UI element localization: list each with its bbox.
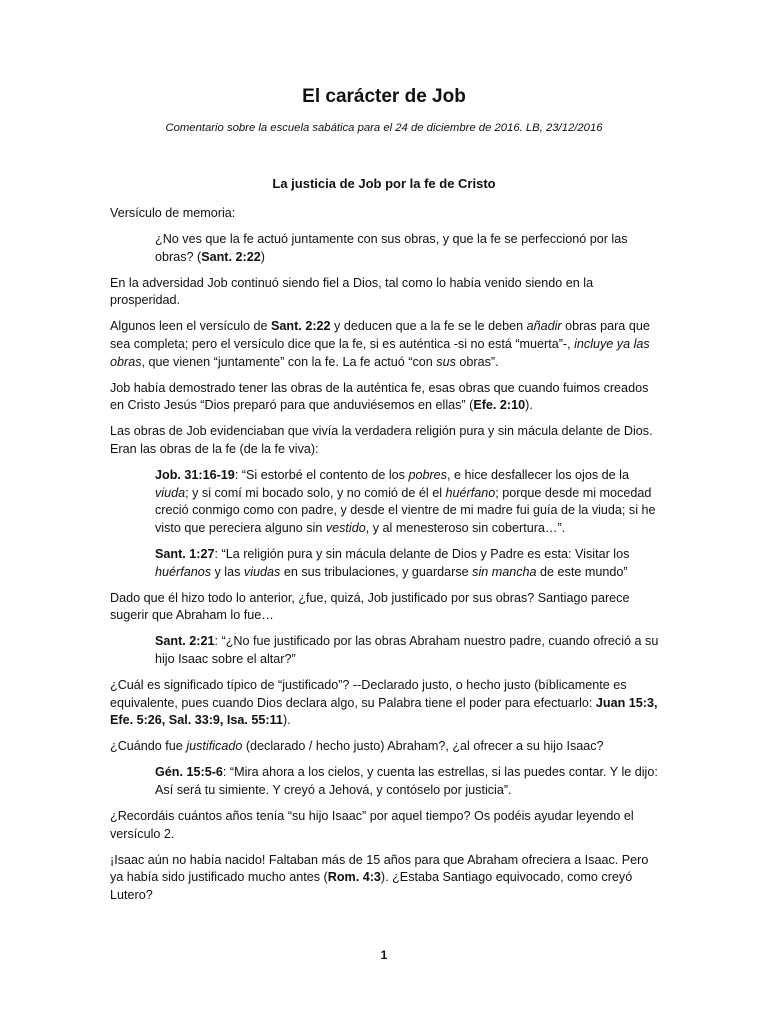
paragraph-9: ¡Isaac aún no había nacido! Faltaban más de 15 años para que Abraham ofreciera a Isaac. Pero ya había sido justificado mucho antes (Rom. 4:3). ¿Estaba Santiago equivocado, como creyó Lutero? — [110, 852, 649, 902]
emphasis: justificado — [186, 739, 243, 754]
quote-job-31: Job. 31:16-19: “Si estorbé el contento de los pobres, e hice desfallecer los ojos de la viuda; y si comí mi bocado solo, y no comió de él el huérfano; porque desde mi mocedad creció conmigo como con padre, y desde el vientre de mi madre fui guía de la viuda; si he visto que pereciera alguno sin vestido, y al menesteroso sin cobertura…”. — [155, 468, 656, 535]
paragraph-3: Job había demostrado tener las obras de la auténtica fe, esas obras que cuando fuimos creados en Cristo Jesús “Dios preparó para que anduviésemos en ellas” (Efe. 2:10). — [110, 380, 649, 413]
quote-sant-2-21: Sant. 2:21: “¿No fue justificado por las obras Abraham nuestro padre, cuando ofreció a su hijo Isaac sobre el altar?” — [155, 634, 659, 666]
quote-sant-1-27: Sant. 1:27: “La religión pura y sin mácula delante de Dios y Padre es esta: Visitar los huérfanos y las viudas en sus tribulaciones, y guardarse sin mancha de este mundo” — [155, 547, 630, 579]
scripture-reference: Sant. 1:27 — [155, 547, 215, 561]
emphasis: añadir — [526, 319, 562, 334]
emphasis: incluye ya las obras — [110, 337, 650, 369]
paragraph-5: Dado que él hizo todo lo anterior, ¿fue, quizá, Job justificado por sus obras? Santiago parece sugerir que Abraham lo fue… — [110, 590, 630, 623]
section-title: La justicia de Job por la fe de Cristo — [272, 176, 496, 191]
scripture-reference: Gén. 15:5-6 — [155, 765, 223, 780]
document-body — [110, 205, 660, 913]
page-number: 1 — [380, 948, 388, 962]
memory-verse-quote: ¿No ves que la fe actuó juntamente con sus obras, y que la fe se perfeccionó por las obras? (Sant. 2:22) — [155, 232, 628, 264]
scripture-reference: Sant. 2:22 — [271, 319, 331, 334]
scripture-reference: Job. 31:16-19 — [155, 468, 235, 483]
document-subtitle: Comentario sobre la escuela sabática para el 24 de diciembre de 2016. LB, 23/12/2016 — [165, 122, 603, 134]
scripture-reference: Sant. 2:21 — [155, 634, 215, 649]
scripture-reference: Juan 15:3, Efe. 5:26, Sal. 33:9, Isa. 55:11 — [110, 695, 658, 728]
paragraph-7: ¿Cuándo fue justificado (declarado / hecho justo) Abraham?, ¿al ofrecer a su hijo Isaac? — [110, 739, 604, 754]
document-title: El carácter de Job — [302, 86, 466, 107]
quote-gen-15: Gén. 15:5-6: “Mira ahora a los cielos, y cuenta las estrellas, si las puedes contar. Y le dijo: Así será tu simiente. Y creyó a Jehová, y contóselo por justicia”. — [155, 765, 658, 798]
memory-verse-label: Versículo de memoria: — [110, 206, 236, 220]
paragraph-8: ¿Recordáis cuántos años tenía “su hijo Isaac” por aquel tiempo? Os podéis ayudar leyendo el versículo 2. — [110, 809, 634, 841]
emphasis: sus — [436, 354, 456, 369]
paragraph-1: En la adversidad Job continuó siendo fiel a Dios, tal como lo había venido siendo en la prosperidad. — [110, 275, 594, 308]
scripture-reference: Sant. 2:22 — [201, 249, 261, 264]
paragraph-6: ¿Cuál es significado típico de “justificado”? --Declarado justo, o hecho justo (bíblicamente es equivalente, pues cuando Dios declara algo, su Palabra tiene el poder para efectuarlo: Juan 15:3, Efe. 5:26, Sal. 33:9, Isa. 55:11). — [110, 678, 658, 728]
paragraph-4: Las obras de Job evidenciaban que vivía la verdadera religión pura y sin mácula delante de Dios. Eran las obras de la fe (de la fe viva): — [110, 424, 653, 457]
scripture-reference: Efe. 2:10 — [473, 398, 526, 413]
paragraph-2: Algunos leen el versículo de Sant. 2:22 y deducen que a la fe se le deben añadir obras para que sea completa; pero el versículo dice que la fe, si es auténtica -si no está “muerta”-, incluye ya las obras, que vienen “juntamente” con la fe. La fe actuó “con sus obras”. — [110, 319, 650, 369]
scripture-reference: Rom. 4:3 — [327, 870, 381, 885]
